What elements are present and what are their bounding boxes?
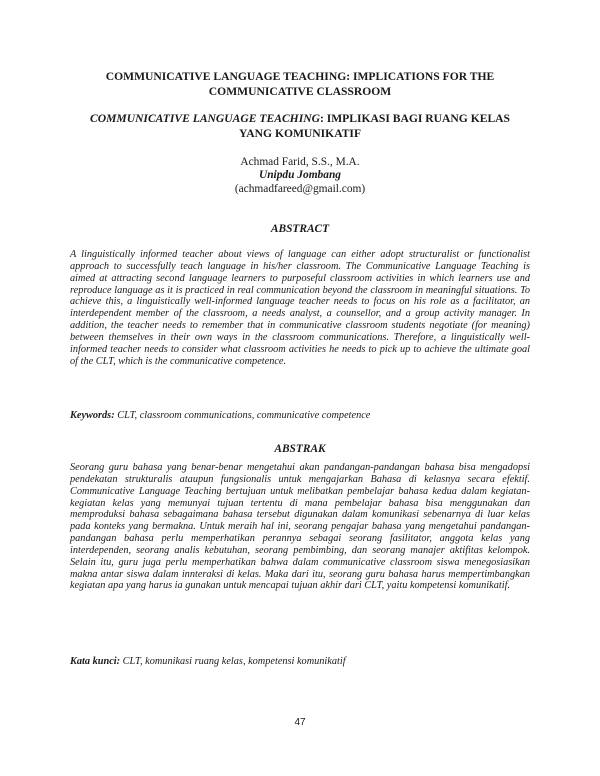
title-indonesian-rest: : IMPLIKASI BAGI RUANG KELAS bbox=[319, 112, 511, 125]
abstrak-body: Seorang guru bahasa yang benar-benar mengetahui akan pandangan-pandangan bahasa bisa mengadopsi pendekatan strukturalis ataupun fungsionalis untuk mengajarkan Bahasa di kelasnya secara efektif. Communicative Language Teaching bertujuan untuk melibatkan pembelajar bahasa kedua dalam kegiatan-kegiatan kelas yang memunyai tujuan tertentu di mana pembelajar bahasa bisa menggunakan dan memproduksi bahasa sebagaimana bahasa tersebut digunakan dalam komunikasi sebenarnya di luar kelas pada konteks yang bermakna. Untuk meraih hal ini, seorang pengajar bahasa yang mengetahui pandangan-pandangan bahasa perlu memperhatikan perannya sebagai seorang fasilitator, anggota kelas yang interdependen, seorang analis kebutuhan, seorang pembimbing, dan seorang manajer aktifitas kelompok. Selain itu, guru juga perlu memperhatikan bahwa dalam communicative classroom siswa menegosiasikan makna antar siswa dalam innteraksi di kelas. Maka dari itu, seorang guru bahasa harus mempertimbangkan kegiatan apa yang harus ia gunakan untuk mencapai tujuan akhir dari CLT, yaitu kompetensi komunikatif. bbox=[70, 462, 530, 592]
keywords-text: CLT, classroom communications, communicative competence bbox=[114, 410, 371, 421]
abstract-heading: ABSTRACT bbox=[270, 223, 330, 235]
page-number: 47 bbox=[294, 717, 306, 728]
author-affiliation: Unipdu Jombang bbox=[259, 169, 341, 182]
keywords-label: Keywords: bbox=[70, 410, 115, 421]
title-english-line-1: COMMUNICATIVE LANGUAGE TEACHING: IMPLICATIONS FOR THE bbox=[105, 70, 495, 83]
title-indonesian-italic: COMMUNICATIVE LANGUAGE TEACHING bbox=[89, 112, 320, 125]
keywords-line bbox=[70, 410, 530, 422]
title-english bbox=[70, 69, 530, 99]
title-indonesian bbox=[70, 111, 530, 141]
title-indonesian-line-2: YANG KOMUNIKATIF bbox=[238, 127, 362, 140]
kata-kunci-line bbox=[70, 656, 530, 668]
author-email: (achmadfareed@gmail.com) bbox=[234, 182, 366, 195]
abstrak-heading: ABSTRAK bbox=[274, 443, 326, 455]
author-name: Achmad Farid, S.S., M.A. bbox=[240, 156, 360, 168]
title-indonesian-line-1 bbox=[70, 111, 530, 126]
author-block bbox=[70, 156, 530, 196]
title-english-line-2: COMMUNICATIVE CLASSROOM bbox=[208, 85, 392, 98]
kata-kunci-text: CLT, komunikasi ruang kelas, kompetensi komunikatif bbox=[120, 656, 346, 667]
abstract-body: A linguistically informed teacher about views of language can either adopt structuralist or functionalist approach to successfully teach language in his/her classroom. The Communicative Language Teaching is aimed at attracting second language learners to purposeful classroom activities in which learners use and reproduce language as it is practiced in real communication beyond the classroom in meaningful situations. To achieve this, a linguistically well-informed language teacher needs to focus on his role as a facilitator, an interdependent member of the classroom, a needs analyst, a counsellor, and a group activity manager. In addition, the teacher needs to remember that in communicative classroom students negotiate (for meaning) between themselves in their own ways in the classroom communications. Therefore, a linguistically well-informed teacher needs to consider what classroom activities he needs to pick up to achieve the ultimate goal of the CLT, which is the communicative competence. bbox=[70, 249, 530, 367]
kata-kunci-label: Kata kunci: bbox=[70, 656, 121, 667]
